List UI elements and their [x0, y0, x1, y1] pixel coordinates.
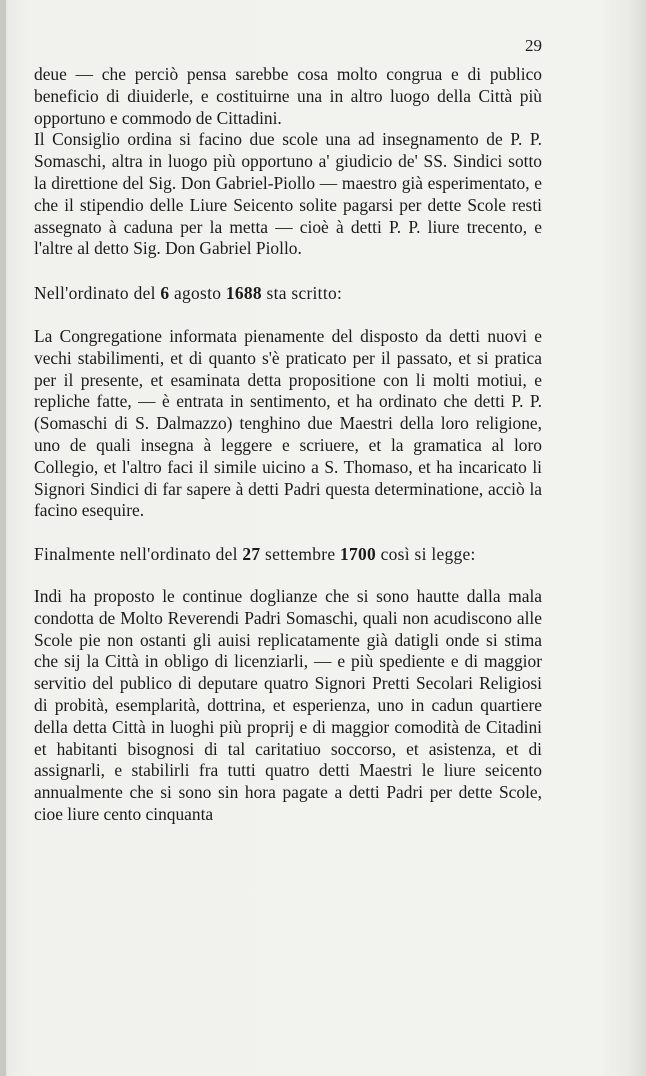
heading-2-day: 27 — [242, 544, 261, 565]
paragraph-1: deue — che perciò pensa sarebbe cosa molto congrua e di publico beneficio di diuiderle, e costituirne una in altro luogo della Città più opportuno e commodo de Cittadini. — [34, 64, 542, 128]
heading-1-day: 6 — [160, 283, 170, 304]
heading-2-month: settembre — [260, 544, 341, 565]
heading-1-prefix: Nell'ordinato del — [34, 283, 161, 304]
heading-1-suffix: sta scritto: — [261, 283, 343, 304]
heading-1-month: agosto — [169, 283, 226, 304]
heading-2-prefix: Finalmente nell'ordinato del — [34, 544, 243, 565]
paragraph-2-text: Il Consiglio ordina si facino due scole una ad insegnamento de P. P. Somaschi, altra in luogo più opportuno a' giudicio de' SS. Sindici sotto la direttione del Sig. Don Gabriel-Piollo — maestro già esperimentato, e che il stipendio delle Liure Seicento solite pagarsi per dette Scole resti assegnato à caduna per la metta — cioè à detti P. P. liure trecento, e l'altre al detto Sig. Don Gabriel Piollo. — [34, 129, 542, 259]
page-number: 29 — [525, 36, 542, 55]
page-spine-shadow — [0, 0, 6, 1076]
heading-1-year: 1688 — [225, 283, 262, 304]
paragraph-2 — [34, 129, 542, 260]
quote-heading-2 — [34, 544, 542, 566]
heading-2-year: 1700 — [340, 544, 376, 565]
quote-heading-1 — [34, 283, 542, 305]
heading-2-suffix: così si legge: — [376, 544, 476, 565]
paragraph-4: Indi ha proposto le continue doglianze che si sono hautte dalla mala condotta de Molto Reverendi Padri Somaschi, quali non acudiscono alle Scole pie non ostanti gli auisi replicatamente già datigli onde si stima che sij la Città in obligo di licenziarli, — e più spediente e di maggior servitio del publico di deputare quatro Signori Pretti Secolari Religiosi di probità, esemplarità, dottrina, et esperienza, uno in cadun quartiere della detta Città in luoghi più proprij e di maggior comodità de Citadini et habitanti bisognosi di tal caritatiuo soccorso, et asistenza, et di assignarli, e stabilirli fra tutti quatro detti Maestri le liure seicento annualmente che si sono sin hora pagate a detti Padri per dette Scole, cioe liure cento cinquanta — [34, 585, 542, 824]
paragraph-3: La Congregatione informata pienamente del disposto da detti nuovi e vechi stabilimenti, et di quanto s'è praticato per il passato, et si pratica per il presente, et esaminata detta propositione con li molti motiui, e repliche fatte, — è entrata in sentimento, et ha ordinato che detti P. P. (Somaschi di S. Dalmazzo) tenghino due Maestri della loro religione, uno de quali insegna à leggere e scriuere, et la gramatica al loro Collegio, et l'altro faci il simile uicino a S. Thomaso, et ha incaricato li Signori Sindici di far sapere à detti Padri questa determinatione, acciò la facino esequire. — [34, 325, 542, 521]
page-text — [34, 64, 542, 826]
